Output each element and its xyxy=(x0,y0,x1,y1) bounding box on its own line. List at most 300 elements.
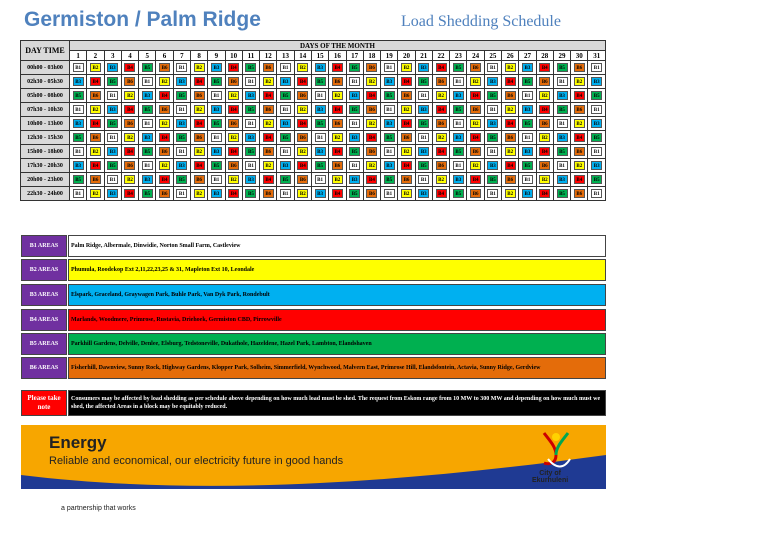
schedule-cell xyxy=(139,145,156,159)
block-chip: B2 xyxy=(436,133,447,142)
day-number: 6 xyxy=(156,51,173,61)
schedule-cell xyxy=(571,131,588,145)
block-chip: B6 xyxy=(539,77,550,86)
schedule-cell xyxy=(173,145,190,159)
block-chip: B4 xyxy=(332,105,343,114)
day-number: 21 xyxy=(415,51,432,61)
block-chip: B4 xyxy=(124,147,135,156)
schedule-cell xyxy=(242,89,259,103)
block-chip: B6 xyxy=(124,161,135,170)
schedule-cell xyxy=(70,103,87,117)
schedule-cell xyxy=(484,75,501,89)
schedule-cell xyxy=(588,75,606,89)
schedule-cell xyxy=(346,159,363,173)
schedule-cell xyxy=(260,173,277,187)
schedule-cell xyxy=(450,61,467,75)
schedule-cell xyxy=(329,159,346,173)
schedule-row xyxy=(21,159,606,173)
day-number: 1 xyxy=(70,51,87,61)
block-chip: B3 xyxy=(315,105,326,114)
schedule-cell xyxy=(536,131,553,145)
schedule-cell xyxy=(70,61,87,75)
schedule-cell xyxy=(260,187,277,201)
schedule-cell xyxy=(156,187,173,201)
block-chip: B1 xyxy=(384,63,395,72)
schedule-cell xyxy=(208,61,225,75)
block-chip: B1 xyxy=(315,175,326,184)
schedule-cell xyxy=(104,75,121,89)
time-slot-label: 10h00 - 13h00 xyxy=(21,117,70,131)
block-chip: B2 xyxy=(297,147,308,156)
block-chip: B2 xyxy=(159,119,170,128)
schedule-cell xyxy=(156,75,173,89)
block-chip: B4 xyxy=(90,161,101,170)
schedule-cell xyxy=(415,89,432,103)
day-number-row xyxy=(21,51,606,61)
schedule-cell xyxy=(139,89,156,103)
area-text: Parkhill Gardens, Delville, Denlee, Elsburg, Tedstoneville, Dukathole, Hazeldene, Hazel Park, Lambton, Elandshaven xyxy=(68,333,606,355)
block-chip: B4 xyxy=(366,91,377,100)
schedule-cell xyxy=(87,173,104,187)
schedule-cell xyxy=(502,75,519,89)
schedule-cell xyxy=(432,187,449,201)
block-chip: B2 xyxy=(228,91,239,100)
schedule-cell xyxy=(87,187,104,201)
schedule-cell xyxy=(571,103,588,117)
block-chip: B3 xyxy=(557,133,568,142)
schedule-cell xyxy=(329,89,346,103)
schedule-cell xyxy=(208,187,225,201)
schedule-cell xyxy=(484,187,501,201)
block-chip: B6 xyxy=(297,175,308,184)
block-chip: B3 xyxy=(384,77,395,86)
area-text: Fisherhill, Dawnview, Sunny Rock, Highway Gardens, Klopper Park, Solheim, Simmerfield, Wynchwood, Malvern East, Primrose Hill, Elandsfontein, Actavia, Sunny Ridge, Gerdview xyxy=(68,357,606,379)
block-chip: B1 xyxy=(591,147,602,156)
block-chip: B2 xyxy=(539,91,550,100)
partnership-text: a partnership that works xyxy=(61,505,136,512)
block-chip: B4 xyxy=(194,119,205,128)
block-chip: B3 xyxy=(418,147,429,156)
page-title: Germiston / Palm Ridge xyxy=(24,8,261,31)
block-chip: B4 xyxy=(159,133,170,142)
block-chip: B3 xyxy=(487,119,498,128)
schedule-cell xyxy=(156,103,173,117)
schedule-cell xyxy=(242,159,259,173)
block-chip: B4 xyxy=(194,77,205,86)
schedule-cell xyxy=(311,117,328,131)
schedule-cell xyxy=(415,145,432,159)
block-chip: B3 xyxy=(557,91,568,100)
schedule-cell xyxy=(415,159,432,173)
day-number: 7 xyxy=(173,51,190,61)
schedule-cell xyxy=(242,187,259,201)
schedule-cell xyxy=(484,159,501,173)
block-chip: B5 xyxy=(591,175,602,184)
block-chip: B5 xyxy=(280,175,291,184)
block-chip: B5 xyxy=(245,105,256,114)
block-chip: B1 xyxy=(384,147,395,156)
block-chip: B5 xyxy=(280,91,291,100)
schedule-cell xyxy=(553,75,570,89)
block-chip: B5 xyxy=(384,133,395,142)
schedule-row xyxy=(21,103,606,117)
block-chip: B2 xyxy=(332,133,343,142)
schedule-cell xyxy=(139,159,156,173)
block-chip: B5 xyxy=(73,133,84,142)
schedule-cell xyxy=(484,103,501,117)
schedule-cell xyxy=(156,159,173,173)
schedule-cell xyxy=(121,75,138,89)
block-chip: B2 xyxy=(470,161,481,170)
block-chip: B3 xyxy=(384,161,395,170)
block-chip: B5 xyxy=(107,161,118,170)
schedule-cell xyxy=(294,117,311,131)
block-chip: B2 xyxy=(159,77,170,86)
block-chip: B2 xyxy=(401,105,412,114)
schedule-cell xyxy=(121,131,138,145)
schedule-cell xyxy=(173,131,190,145)
block-chip: B1 xyxy=(487,105,498,114)
schedule-cell xyxy=(467,117,484,131)
schedule-cell xyxy=(571,61,588,75)
block-chip: B5 xyxy=(315,119,326,128)
schedule-cell xyxy=(311,145,328,159)
block-chip: B2 xyxy=(194,105,205,114)
schedule-cell xyxy=(208,117,225,131)
block-chip: B2 xyxy=(159,161,170,170)
schedule-cell xyxy=(502,159,519,173)
schedule-cell xyxy=(139,61,156,75)
schedule-cell xyxy=(242,173,259,187)
block-chip: B5 xyxy=(557,63,568,72)
schedule-cell xyxy=(502,117,519,131)
block-chip: B6 xyxy=(574,189,585,198)
block-chip: B4 xyxy=(297,161,308,170)
schedule-cell xyxy=(450,103,467,117)
schedule-cell xyxy=(121,159,138,173)
days-header: DAYS OF THE MONTH xyxy=(70,41,606,51)
block-chip: B5 xyxy=(349,105,360,114)
block-chip: B1 xyxy=(557,119,568,128)
schedule-cell xyxy=(277,131,294,145)
block-chip: B3 xyxy=(453,133,464,142)
schedule-cell xyxy=(208,89,225,103)
schedule-cell xyxy=(363,75,380,89)
block-chip: B2 xyxy=(124,133,135,142)
schedule-cell xyxy=(484,131,501,145)
block-chip: B1 xyxy=(142,77,153,86)
day-number: 15 xyxy=(311,51,328,61)
area-label: B4 AREAS xyxy=(21,309,67,331)
block-chip: B4 xyxy=(263,175,274,184)
schedule-cell xyxy=(104,89,121,103)
schedule-cell xyxy=(173,117,190,131)
day-number: 12 xyxy=(260,51,277,61)
schedule-cell xyxy=(156,117,173,131)
schedule-cell xyxy=(432,117,449,131)
block-chip: B1 xyxy=(73,147,84,156)
block-chip: B3 xyxy=(280,161,291,170)
block-chip: B3 xyxy=(73,77,84,86)
block-chip: B3 xyxy=(176,161,187,170)
block-chip: B4 xyxy=(470,133,481,142)
schedule-cell xyxy=(381,159,398,173)
block-chip: B3 xyxy=(591,161,602,170)
area-label: B5 AREAS xyxy=(21,333,67,355)
block-chip: B5 xyxy=(557,147,568,156)
block-chip: B1 xyxy=(453,77,464,86)
schedule-cell xyxy=(363,145,380,159)
block-chip: B3 xyxy=(349,133,360,142)
area-label: B3 AREAS xyxy=(21,284,67,306)
block-chip: B3 xyxy=(142,133,153,142)
schedule-cell xyxy=(502,173,519,187)
block-chip: B6 xyxy=(90,133,101,142)
block-chip: B2 xyxy=(263,119,274,128)
block-chip: B4 xyxy=(401,119,412,128)
schedule-row xyxy=(21,61,606,75)
block-chip: B2 xyxy=(539,133,550,142)
block-chip: B6 xyxy=(470,105,481,114)
block-chip: B5 xyxy=(280,133,291,142)
schedule-cell xyxy=(450,145,467,159)
block-chip: B4 xyxy=(539,105,550,114)
schedule-cell xyxy=(536,117,553,131)
schedule-row xyxy=(21,117,606,131)
block-chip: B4 xyxy=(228,63,239,72)
block-chip: B1 xyxy=(280,189,291,198)
block-chip: B3 xyxy=(487,77,498,86)
schedule-cell xyxy=(190,131,207,145)
block-chip: B2 xyxy=(574,161,585,170)
block-chip: B2 xyxy=(263,77,274,86)
schedule-cell xyxy=(139,187,156,201)
block-chip: B3 xyxy=(453,175,464,184)
block-chip: B1 xyxy=(107,91,118,100)
time-slot-label: 07h30 - 10h30 xyxy=(21,103,70,117)
schedule-cell xyxy=(450,187,467,201)
block-chip: B4 xyxy=(194,161,205,170)
schedule-cell xyxy=(225,117,242,131)
block-chip: B3 xyxy=(557,175,568,184)
schedule-cell xyxy=(346,117,363,131)
schedule-cell xyxy=(415,187,432,201)
block-chip: B1 xyxy=(453,119,464,128)
schedule-cell xyxy=(398,131,415,145)
block-chip: B2 xyxy=(436,91,447,100)
block-chip: B1 xyxy=(453,161,464,170)
block-chip: B5 xyxy=(176,91,187,100)
block-chip: B5 xyxy=(73,175,84,184)
block-chip: B4 xyxy=(228,105,239,114)
block-chip: B6 xyxy=(539,119,550,128)
schedule-cell xyxy=(398,103,415,117)
block-chip: B1 xyxy=(73,63,84,72)
block-chip: B6 xyxy=(194,133,205,142)
schedule-row xyxy=(21,89,606,103)
block-chip: B6 xyxy=(505,175,516,184)
schedule-cell xyxy=(260,131,277,145)
schedule-cell xyxy=(294,61,311,75)
schedule-cell xyxy=(467,89,484,103)
schedule-cell xyxy=(242,61,259,75)
schedule-cell xyxy=(432,159,449,173)
block-chip: B3 xyxy=(522,147,533,156)
schedule-cell xyxy=(346,131,363,145)
block-chip: B4 xyxy=(332,147,343,156)
block-chip: B6 xyxy=(366,105,377,114)
area-label: B2 AREAS xyxy=(21,259,67,281)
block-chip: B2 xyxy=(574,77,585,86)
block-chip: B4 xyxy=(505,161,516,170)
block-chip: B2 xyxy=(90,147,101,156)
block-chip: B5 xyxy=(176,175,187,184)
schedule-cell xyxy=(260,159,277,173)
day-number: 26 xyxy=(502,51,519,61)
schedule-cell xyxy=(260,103,277,117)
block-chip: B1 xyxy=(107,175,118,184)
block-chip: B4 xyxy=(505,77,516,86)
block-chip: B4 xyxy=(539,147,550,156)
block-chip: B3 xyxy=(487,161,498,170)
schedule-cell xyxy=(553,145,570,159)
day-number: 29 xyxy=(553,51,570,61)
schedule-cell xyxy=(70,159,87,173)
block-chip: B5 xyxy=(73,91,84,100)
schedule-cell xyxy=(398,61,415,75)
schedule-cell xyxy=(104,131,121,145)
schedule-cell xyxy=(173,75,190,89)
block-chip: B4 xyxy=(436,189,447,198)
schedule-cell xyxy=(398,145,415,159)
schedule-cell xyxy=(190,187,207,201)
schedule-cell xyxy=(242,103,259,117)
schedule-cell xyxy=(346,75,363,89)
block-chip: B4 xyxy=(574,133,585,142)
block-chip: B6 xyxy=(194,91,205,100)
schedule-cell xyxy=(173,61,190,75)
block-chip: B5 xyxy=(245,147,256,156)
block-chip: B6 xyxy=(436,119,447,128)
block-chip: B3 xyxy=(418,105,429,114)
day-number: 10 xyxy=(225,51,242,61)
block-chip: B1 xyxy=(557,161,568,170)
block-chip: B6 xyxy=(159,189,170,198)
block-chip: B6 xyxy=(194,175,205,184)
block-chip: B1 xyxy=(245,77,256,86)
schedule-cell xyxy=(225,75,242,89)
schedule-cell xyxy=(242,117,259,131)
schedule-cell xyxy=(450,117,467,131)
schedule-cell xyxy=(294,103,311,117)
block-chip: B2 xyxy=(505,189,516,198)
schedule-cell xyxy=(208,173,225,187)
block-chip: B1 xyxy=(349,119,360,128)
block-chip: B3 xyxy=(211,63,222,72)
schedule-row xyxy=(21,187,606,201)
schedule-cell xyxy=(190,159,207,173)
schedule-cell xyxy=(381,103,398,117)
block-chip: B3 xyxy=(73,161,84,170)
block-chip: B3 xyxy=(245,91,256,100)
block-chip: B1 xyxy=(280,147,291,156)
block-chip: B6 xyxy=(436,77,447,86)
block-chip: B3 xyxy=(384,119,395,128)
schedule-cell xyxy=(190,117,207,131)
block-chip: B3 xyxy=(176,77,187,86)
schedule-cell xyxy=(450,159,467,173)
block-chip: B6 xyxy=(159,105,170,114)
block-chip: B2 xyxy=(228,133,239,142)
schedule-cell xyxy=(87,61,104,75)
block-chip: B4 xyxy=(470,91,481,100)
block-chip: B3 xyxy=(211,189,222,198)
schedule-cell xyxy=(225,187,242,201)
schedule-cell xyxy=(381,75,398,89)
day-number: 13 xyxy=(277,51,294,61)
block-chip: B6 xyxy=(263,105,274,114)
block-chip: B1 xyxy=(349,161,360,170)
schedule-cell xyxy=(450,173,467,187)
day-number: 8 xyxy=(190,51,207,61)
day-number: 11 xyxy=(242,51,259,61)
block-chip: B2 xyxy=(90,189,101,198)
block-chip: B5 xyxy=(245,189,256,198)
block-chip: B2 xyxy=(194,189,205,198)
schedule-cell xyxy=(398,173,415,187)
schedule-cell xyxy=(484,117,501,131)
block-chip: B1 xyxy=(211,175,222,184)
schedule-cell xyxy=(311,173,328,187)
block-chip: B1 xyxy=(591,105,602,114)
block-chip: B5 xyxy=(453,147,464,156)
block-chip: B3 xyxy=(107,63,118,72)
day-number: 3 xyxy=(104,51,121,61)
schedule-cell xyxy=(536,103,553,117)
schedule-cell xyxy=(398,117,415,131)
schedule-cell xyxy=(519,103,536,117)
schedule-cell xyxy=(467,145,484,159)
block-chip: B3 xyxy=(73,119,84,128)
day-number: 2 xyxy=(87,51,104,61)
area-text: Phumula, Roodekop Ext 2,11,22,23,25 & 31, Mapleton Ext 10, Leondale xyxy=(68,259,606,281)
schedule-cell xyxy=(104,173,121,187)
block-chip: B5 xyxy=(245,63,256,72)
block-chip: B3 xyxy=(245,133,256,142)
schedule-cell xyxy=(70,117,87,131)
schedule-cell xyxy=(208,131,225,145)
schedule-cell xyxy=(225,173,242,187)
schedule-cell xyxy=(329,103,346,117)
block-chip: B1 xyxy=(245,119,256,128)
schedule-cell xyxy=(519,75,536,89)
block-chip: B6 xyxy=(90,175,101,184)
block-chip: B3 xyxy=(211,105,222,114)
schedule-cell xyxy=(139,103,156,117)
schedule-cell xyxy=(70,75,87,89)
block-chip: B5 xyxy=(487,91,498,100)
block-chip: B5 xyxy=(107,77,118,86)
block-chip: B2 xyxy=(401,63,412,72)
schedule-cell xyxy=(553,89,570,103)
area-label: B6 AREAS xyxy=(21,357,67,379)
block-chip: B3 xyxy=(522,189,533,198)
block-chip: B4 xyxy=(124,189,135,198)
schedule-cell xyxy=(502,131,519,145)
block-chip: B1 xyxy=(211,91,222,100)
block-chip: B4 xyxy=(124,105,135,114)
block-chip: B4 xyxy=(436,105,447,114)
